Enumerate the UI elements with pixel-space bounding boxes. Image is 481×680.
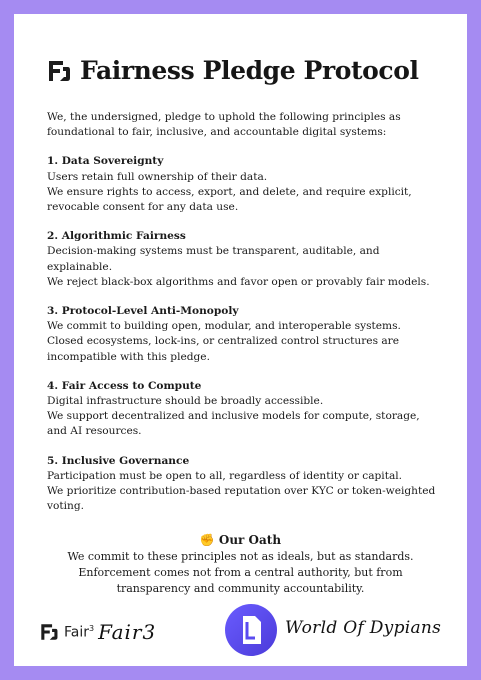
section-inclusive-governance (47, 454, 439, 515)
wod-document-icon (225, 604, 277, 656)
section-line: We support decentralized and inclusive models for compute, storage, and AI resources. (47, 410, 420, 438)
oath-line: Enforcement comes not from a central authority, but from transparency and community accountability. (78, 566, 403, 595)
section-line: We reject black-box algorithms and favor open or provably fair models. (47, 275, 430, 288)
section-line: Closed ecosystems, lock-ins, or centralized control structures are incompatible with this pledge. (47, 335, 400, 363)
section-line: We commit to building open, modular, and interoperable systems. (47, 320, 401, 333)
fair3-wordmark: Fair$^3$ (64, 623, 95, 641)
section-line: Users retain full ownership of their data. (47, 170, 268, 183)
title-row (46, 56, 419, 85)
section-title: 4. Fair Access to Compute (47, 379, 202, 392)
section-line: We ensure rights to access, export, and delete, and require explicit, revocable consent for any data use. (47, 185, 412, 214)
section-title: 1. Data Sovereignty (47, 155, 164, 168)
section-line: Digital infrastructure should be broadly accessible. (47, 395, 324, 408)
section-data-sovereignty (47, 154, 439, 215)
world-of-dypians-signature: World Of Dypians (285, 618, 442, 638)
oath-line: We commit to these principles not as ideals, but as standards. (67, 550, 414, 563)
oath-heading (200, 532, 281, 548)
section-title: 3. Protocol-Level Anti-Monopoly (47, 305, 239, 318)
fair3-logo-icon (46, 58, 72, 84)
fair3-small-logo-icon (39, 622, 59, 642)
document-body (47, 110, 439, 528)
section-title: 5. Inclusive Governance (47, 454, 190, 467)
fair3-brand (39, 620, 156, 644)
section-line: Participation must be open to all, regardless of identity or capital. (47, 469, 403, 482)
footer-logos (39, 604, 449, 660)
section-line: We prioritize contribution-based reputation over KYC or token-weighted voting. (47, 485, 436, 513)
section-line: Decision-making systems must be transparent, auditable, and explainable. (47, 245, 380, 273)
world-of-dypians-logo (225, 604, 277, 656)
section-title: 2. Algorithmic Fairness (47, 230, 186, 243)
pledge-document (14, 14, 467, 666)
section-fair-access-compute (47, 379, 439, 440)
section-anti-monopoly (47, 304, 439, 365)
oath-heading-text: Our Oath (218, 533, 282, 547)
oath-block (54, 532, 427, 597)
fair3-signature: Fair3 (98, 620, 157, 644)
section-algorithmic-fairness (47, 229, 439, 290)
raised-fist-icon: ✊ (199, 533, 215, 547)
intro-paragraph: We, the undersigned, pledge to uphold the following principles as foundational to fair, inclusive, and accountable digital systems: (47, 111, 401, 139)
page-title: Fairness Pledge Protocol (80, 56, 419, 85)
